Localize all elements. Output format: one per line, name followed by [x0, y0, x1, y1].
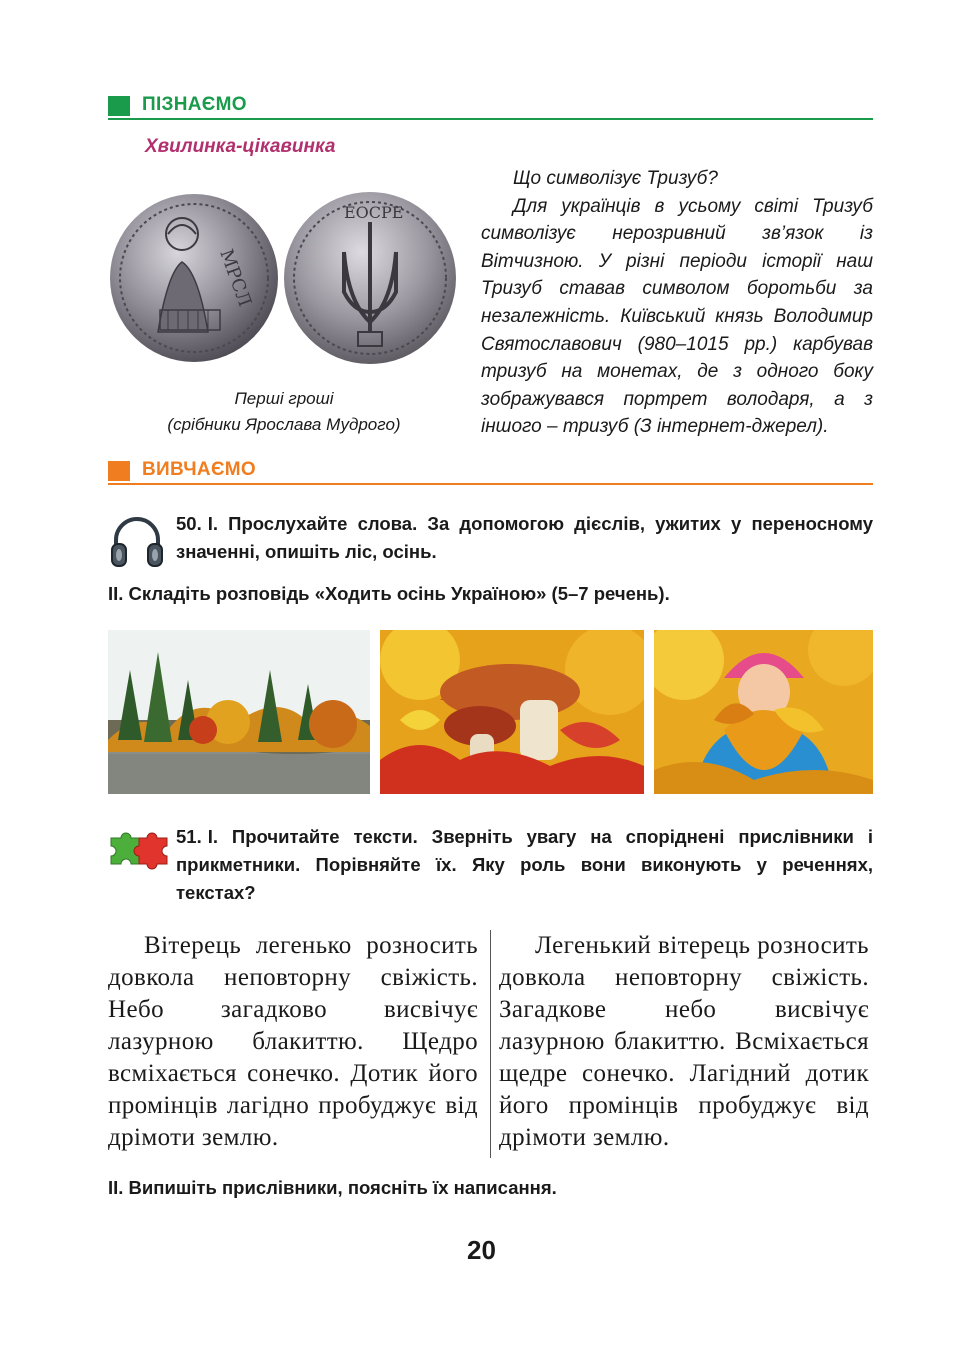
column-divider: [490, 930, 491, 1158]
task-instruction-1: І. Прочитайте тексти. Зверніть увагу на споріднені прислівники і прикметники. Порівняйте їх. Яку роль вони виконують у реченнях, текстах?: [176, 826, 873, 903]
section-header-vyvchayemo: [108, 457, 873, 485]
section-rule: [108, 118, 873, 120]
coins-caption: [108, 386, 460, 438]
task-number: 51.: [176, 826, 202, 847]
section-header-piznayemo: [108, 92, 873, 120]
text-left: Вітерець легенько розносить довкола неповторну свіжість. Небо загадково висвічує лазурною блакиттю. Щедро всміхається сонечко. Дотик його промінців лагідно пробуджує від дрімоти землю.: [108, 932, 478, 1151]
text-right-column: [499, 930, 869, 1154]
puzzle-pieces-icon: [107, 830, 171, 870]
orange-square-marker: [108, 461, 130, 481]
section-title: ВИВЧАЄМО: [142, 459, 256, 480]
autumn-forest-river-photo: [108, 630, 370, 794]
task-instruction-1: І. Прослухайте слова. За допомогою дієслів, ужитих у переносному значенні, опишіть ліс, осінь.: [176, 513, 873, 562]
caption-line-1: Перші гроші: [234, 389, 334, 408]
task-50-instruction-2: ІІ. Складіть розповідь «Ходить осінь Україною» (5–7 речень).: [108, 583, 670, 604]
section-title: ПІЗНАЄМО: [142, 94, 247, 115]
page-number: 20: [467, 1235, 496, 1265]
silver-coins-image: [108, 182, 460, 378]
text-right: Легенький вітерець розносить довкола неповторну свіжість. Загадкове небо висвічує лазурною блакиттю. Всміхається щедре сонечко. Лагідний дотик його промінців пробуджує від дрімоти землю.: [499, 932, 869, 1151]
coin-portrait: [110, 194, 278, 362]
coin-trident: [284, 192, 456, 364]
headphones-icon: [108, 512, 166, 570]
info-question: Що символізує Тризуб?: [513, 168, 718, 189]
text-left-column: [108, 930, 478, 1154]
green-square-marker: [108, 96, 130, 116]
task-50: [176, 510, 873, 566]
task-number: 50.: [176, 513, 202, 534]
task-51: [176, 823, 873, 907]
info-body: Для українців в усьому світі Тризуб символізує нерозривний зв’язок із Вітчизною. У різні періоди історії наш Тризуб ставав символом боротьби за незалежність. Київський князь Володимир Святославович (980–1015 рр.) карбував тризуб на монетах, де з одного боку зображувався портрет володаря, а з іншого – тризуб (З інтернет-джерел).: [481, 195, 873, 438]
svg-text:МРСЛ: МРСЛ: [215, 246, 256, 310]
caption-line-2: (срібники Ярослава Мудрого): [167, 415, 401, 434]
trident-info-text: [481, 165, 873, 441]
child-with-autumn-leaves-photo: [654, 630, 873, 794]
section-rule: [108, 483, 873, 485]
mushrooms-autumn-leaves-photo: [380, 630, 644, 794]
svg-text:ЕОСРЕ: ЕОСРЕ: [344, 203, 404, 222]
subheading: Хвилинка-цікавинка: [145, 136, 336, 157]
task-51-instruction-2: ІІ. Випишіть прислівники, поясніть їх написання.: [108, 1177, 557, 1198]
